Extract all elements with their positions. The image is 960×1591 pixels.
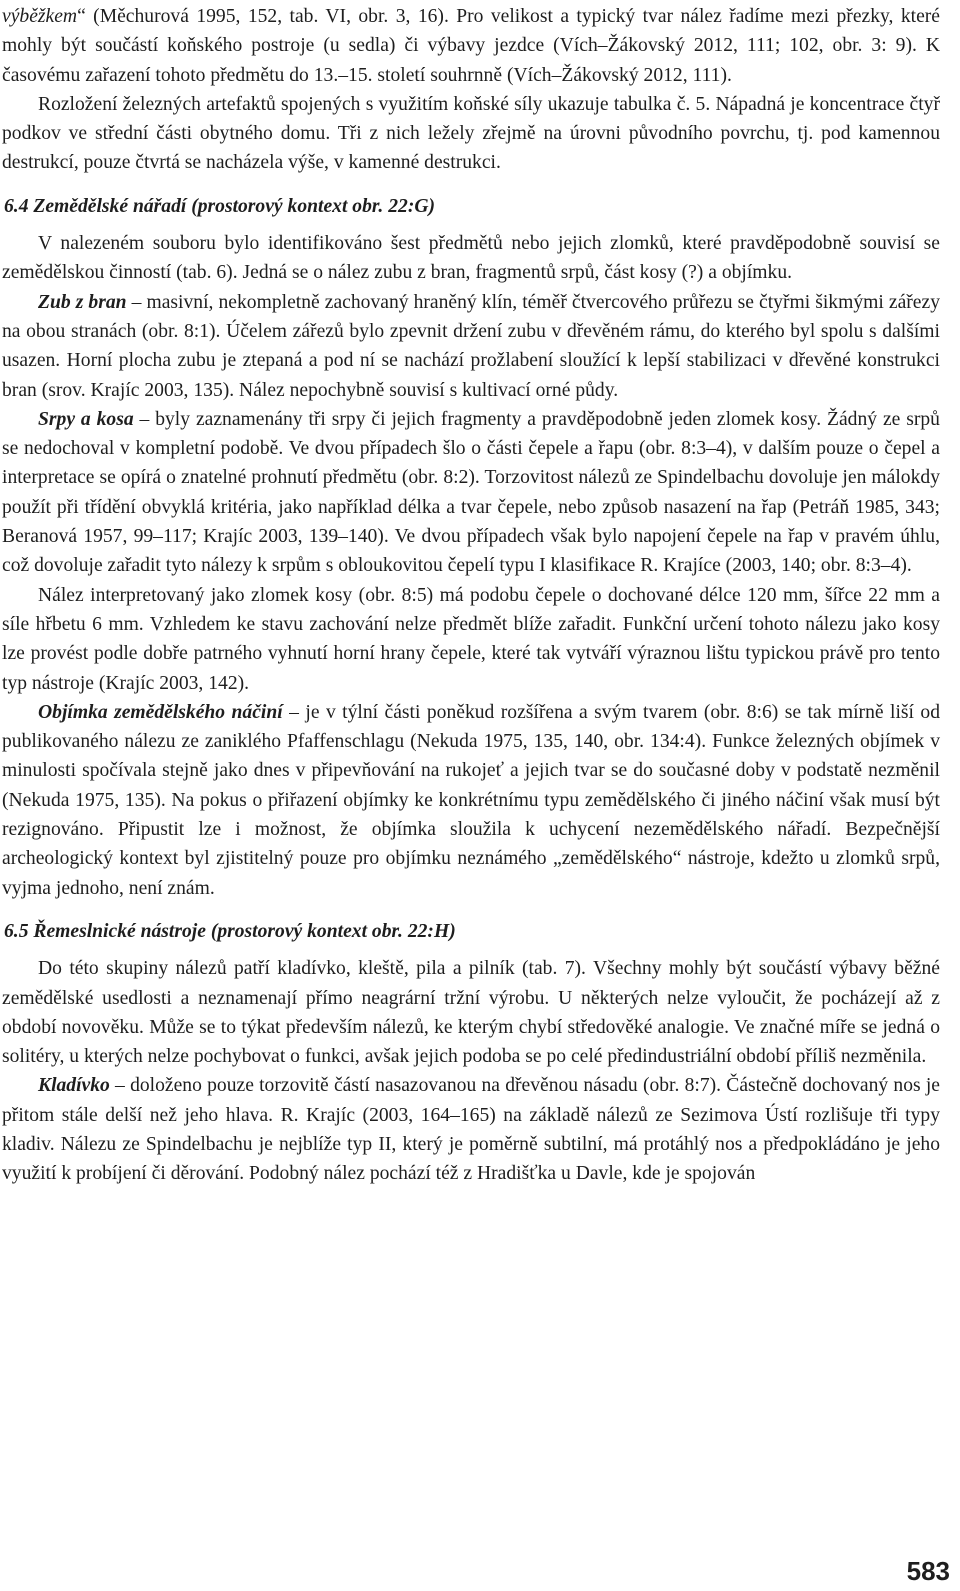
term-socket: Objímka zemědělského náčiní [38, 701, 283, 723]
body-text [2, 2, 940, 1189]
page-number: 583 [906, 1556, 950, 1586]
italic-term: výběžkem [2, 6, 78, 27]
section-heading-6-5: 6.5 Řemeslnické nástroje (prostorový kontext obr. 22:H) [4, 920, 456, 942]
paragraph-text: – masivní, nekompletně zachovaný hraněný klín, téměř čtvercového průřezu se čtyřmi šikmými zářezy na obou stranách (obr. 8:1). Účelem zářezů bylo zpevnit držení zubu v dřevěném rámu, do kterého byl spolu s dalšími usazen. Horní plocha zubu je ztepaná a pod ní se nachází prožlabení sloužící k lepší stabilizaci v dřevěné konstrukci bran (srov. Krajíc 2003, 135). Nález nepochybně souvisí s kultivací orné půdy. [2, 291, 940, 401]
paragraph-scythe: Nález interpretovaný jako zlomek kosy (obr. 8:5) má podobu čepele o dochované délce 120 mm, šířce 22 mm a síle hřbetu 6 mm. Vzhledem ke stavu zachování nelze předmět blíže zařadit. Funkční určení tohoto nálezu jako kosy lze provést podle dobře patrného vyhnutí horní hrany čepele, které tak vytváří výraznou lištu typickou právě pro tento typ nástroje (Krajíc 2003, 142). [2, 584, 940, 694]
paragraph-text: – je v týlní části poněkud rozšířena a svým tvarem (obr. 8:6) se tak mírně liší od publikovaného nálezu ze zaniklého Pfaffenschlagu (Nekuda 1975, 135, 140, obr. 134:4). Funkce železných objímek v minulosti spočívala stejně jako dnes v připevňování na rukojeť a jejich tvar se do současné doby v podstatě nezměnil (Nekuda 1975, 135). Na pokus o přiřazení objímky ke konkrétnímu typu zemědělského či jiného náčiní však musí být rezignováno. Připustit lze i možnost, že objímka sloužila k uchycení nezemědělského nářadí. Bezpečnější archeologický kontext byl zjistitelný pouze pro objímku neznámého „zemědělského“ nástroje, kdežto u zlomků srpů, vyjma jednoho, není znám. [2, 701, 940, 899]
paragraph-text: – byly zaznamenány tři srpy či jejich fragmenty a pravděpodobně jeden zlomek kosy. Žádný ze srpů se nedochoval v kompletní podobě. Ve dvou případech šlo o části čepele a řapu (obr. 8:3–4), v dalším pouze o čepel a interpretace se opírá o znatelné prohnutí předmětu (obr. 8:2). Torzovitost nálezů ze Spindelbachu dovoluje jen málokdy použít při třídění obvyklá kritéria, jako například délka a tvar čepele, nebo způsob nasazení na řap (Petráň 1985, 343; Beranová 1957, 99–117; Krajíc 2003, 139–140). Ve dvou případech však bylo napojení čepele na řap v pravém úhlu, což dovoluje zařadit tyto nálezy k srpům s obloukovitou čepelí typu I klasifikace R. Krajíce (2003, 140; obr. 8:3–4). [2, 408, 940, 577]
term-hammer: Kladívko [38, 1075, 110, 1097]
paragraph-hammer [2, 1071, 940, 1188]
term-sickles: Srpy a kosa [38, 408, 134, 430]
paragraph-continued [2, 2, 940, 90]
paragraph-craft-intro: Do této skupiny nálezů patří kladívko, kleště, pila a pilník (tab. 7). Všechny mohly být součástí výbavy běžné zemědělské usedlosti a neznamenají přímo neagrární tržní výrobu. U některých nelze vyloučit, že pocházejí až z období novověku. Může se to týkat především nálezů, ke kterým chybí středověké analogie. Ve značné míře se jedná o solitéry, u kterých nelze pochybovat o funkci, avšak jejich podoba se po celé předindustriální období příliš nezměnila. [2, 958, 940, 1068]
paragraph-harrow-tooth [2, 288, 940, 405]
paragraph-horse-artifacts: Rozložení železných artefaktů spojených s využitím koňské síly ukazuje tabulka č. 5. Nápadná je koncentrace čtyř podkov ve střední části obytného domu. Tři z nich ležely zřejmě na úrovni původního povrchu, tj. pod kamennou destrukcí, pouze čtvrtá se nacházela výše, v kamenné destrukci. [2, 93, 940, 174]
paragraph-socket [2, 698, 940, 903]
section-heading-6-4: 6.4 Zemědělské nářadí (prostorový kontext obr. 22:G) [4, 195, 436, 217]
paragraph-text: “ (Měchurová 1995, 152, tab. VI, obr. 3, 16). Pro velikost a typický tvar nález řadíme mezi přezky, které mohly být součástí koňského postroje (u sedla) či výbavy jezdce (Vích–Žákovský 2012, 111; 102, obr. 3: 9). K časovému zařazení tohoto předmětu do 13.–15. století souhrnně (Vích–Žákovský 2012, 111). [2, 6, 940, 86]
term-harrow-tooth: Zub z bran [38, 291, 127, 313]
paragraph-text: – doloženo pouze torzovitě částí nasazovanou na dřevěnou násadu (obr. 8:7). Částečně dochovaný nos je přitom stále delší než jeho hlava. R. Krajíc (2003, 164–165) na základě nálezů ze Sezimova Ústí rozlišuje tři typy kladiv. Nálezu ze Spindelbachu je nejblíže typ II, který je poměrně subtilní, má protáhlý nos a předpokládáno je jeho využití k probíjení či děrování. Podobný nález pochází též z Hradišťka u Davle, kde je spojován [2, 1075, 940, 1185]
paragraph-sickles [2, 405, 940, 581]
paragraph-agri-intro: V nalezeném souboru bylo identifikováno šest předmětů nebo jejich zlomků, které pravděpodobně souvisí se zemědělskou činností (tab. 6). Jedná se o nález zubu z bran, fragmentů srpů, část kosy (?) a objímku. [2, 233, 940, 284]
